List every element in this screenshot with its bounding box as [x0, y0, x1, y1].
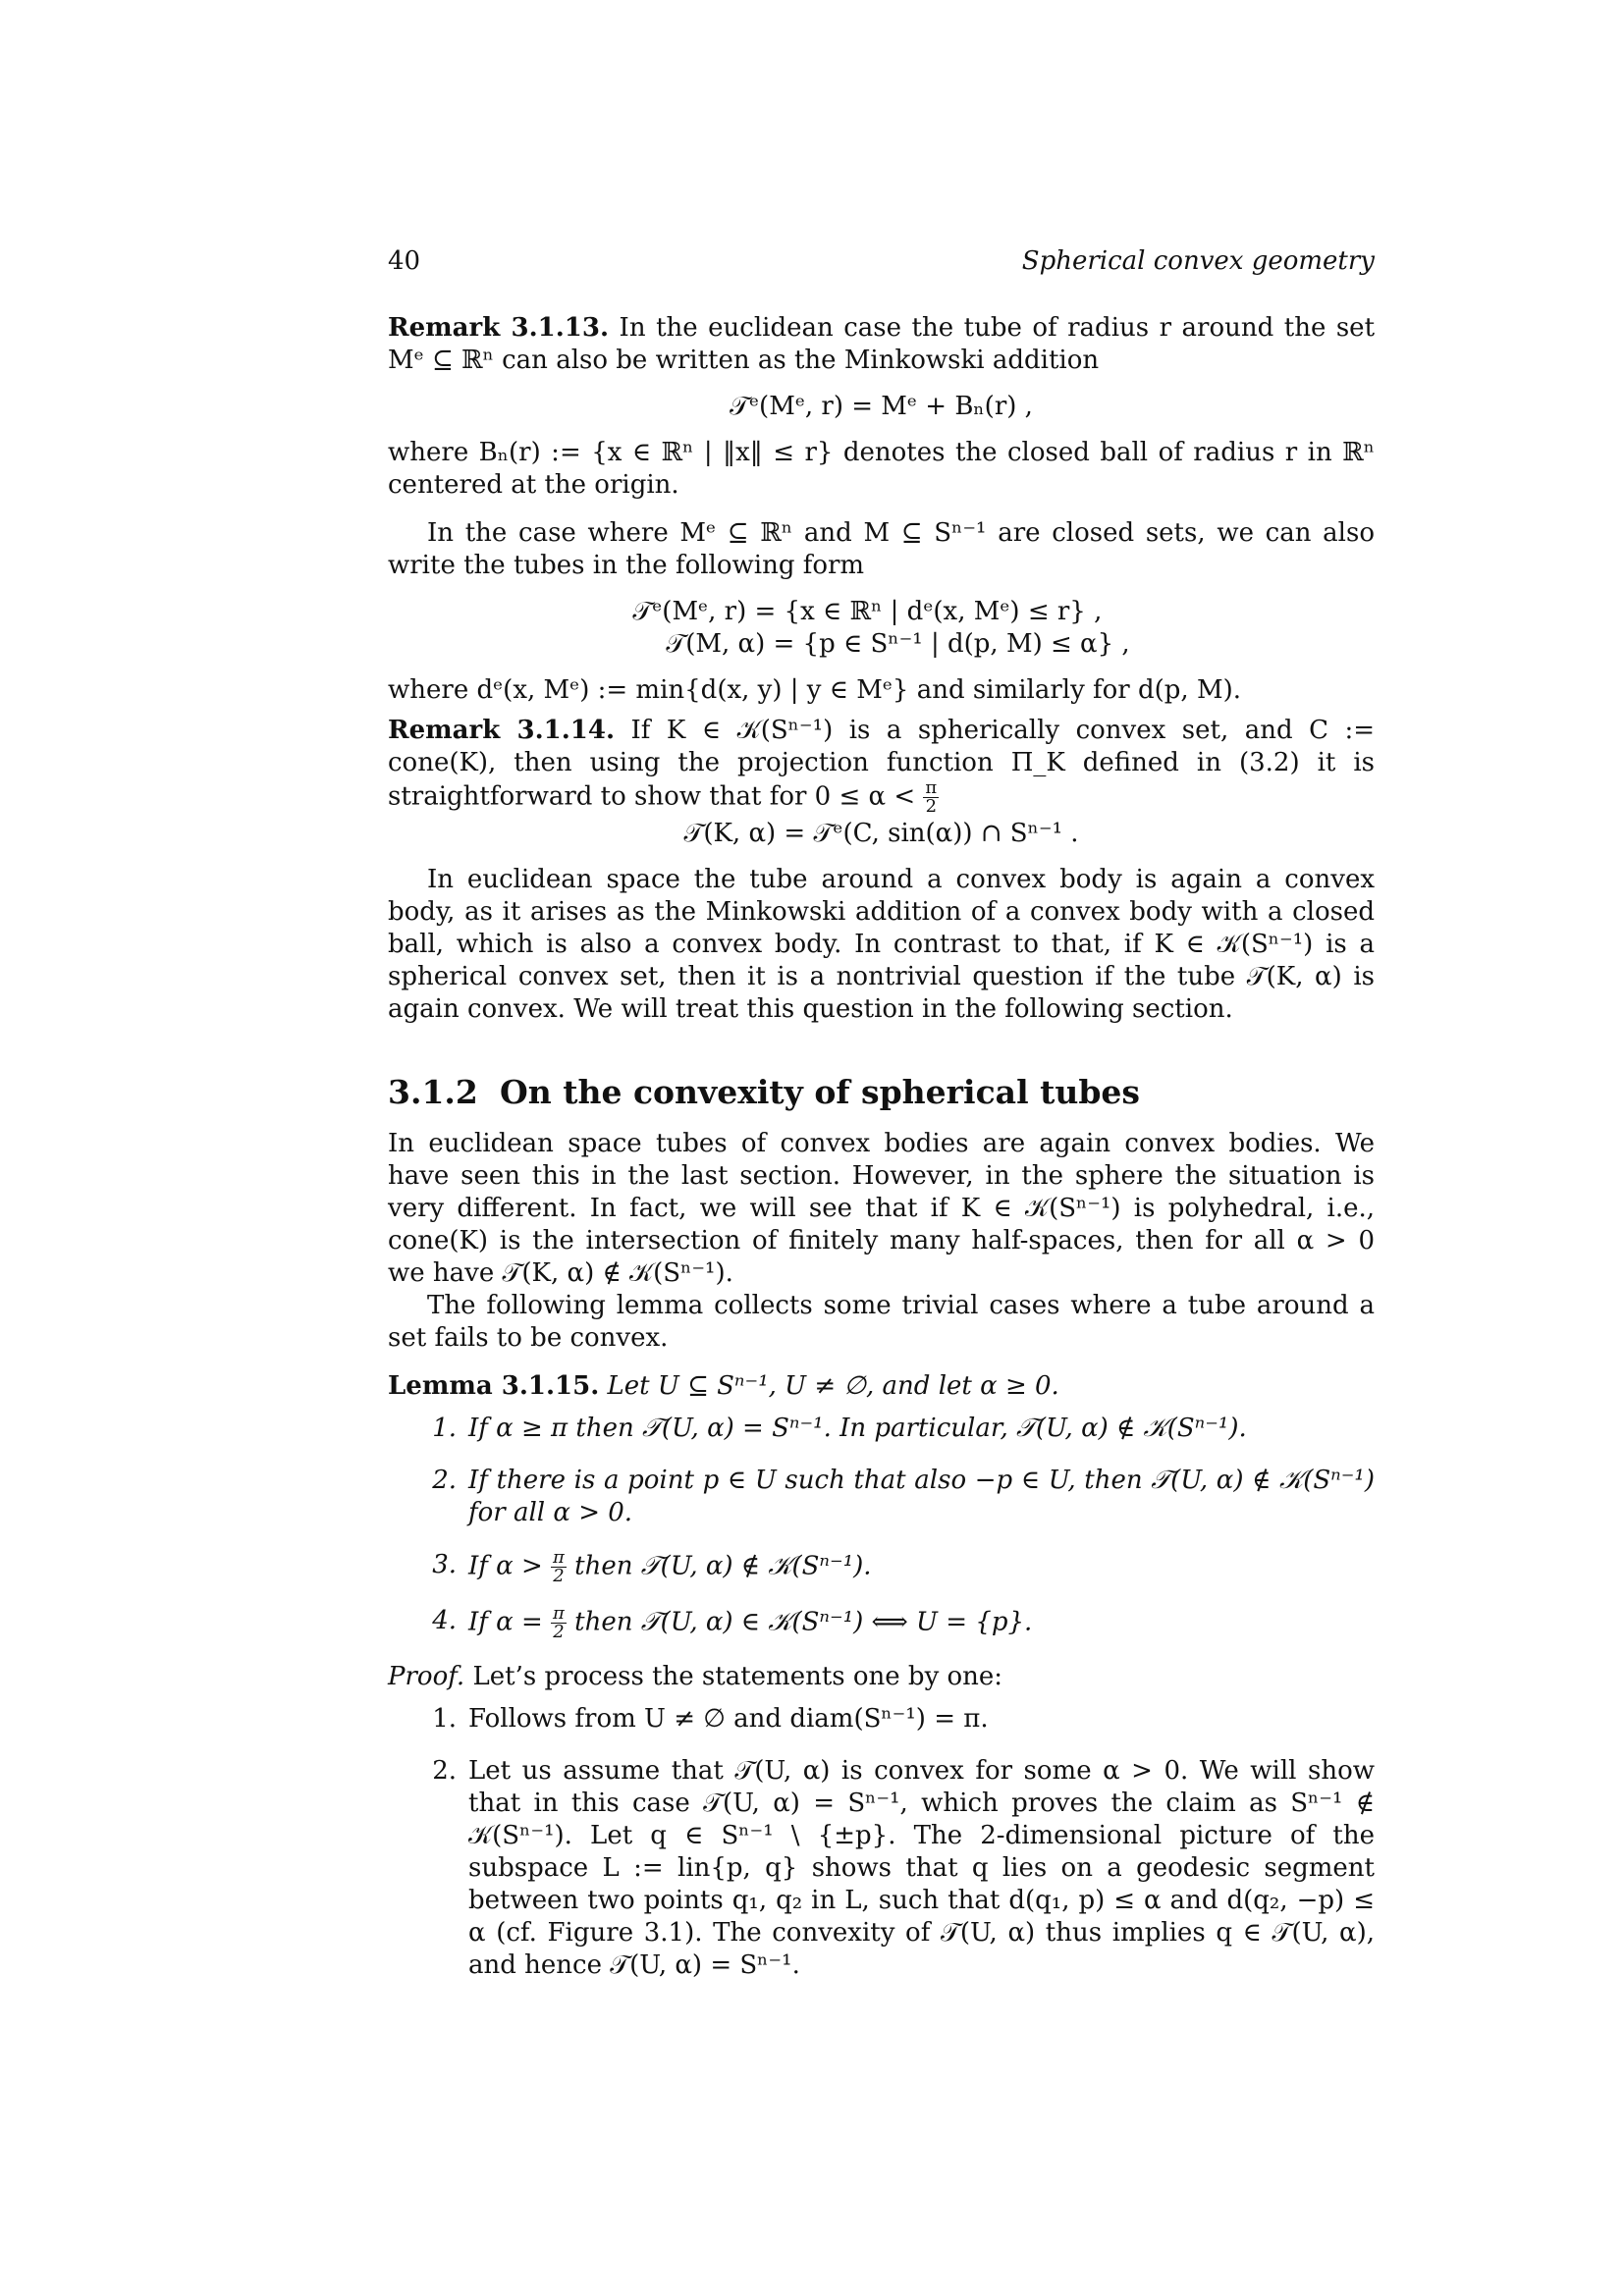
list-item: 1. Follows from U ≠ ∅ and diam(Sⁿ⁻¹) = π. [432, 1704, 989, 1734]
lemma-3-1-15 [388, 1370, 1375, 1641]
paragraph-closed-sets: In the case where Mᵉ ⊆ ℝⁿ and M ⊆ Sⁿ⁻¹ are closed sets, we can also write the tubes in the following form [388, 518, 1375, 580]
remark-3-1-14 [388, 715, 1375, 816]
equation-rhs: = {x ∈ ℝⁿ | dᵉ(x, Mᵉ) ≤ r} , [754, 597, 1103, 626]
remark-label: Remark 3.1.14. [388, 716, 616, 745]
section-heading [388, 1073, 1375, 1112]
fraction: $\frac{\pi}{2}$ [553, 1603, 565, 1642]
proof-label: Proof. [388, 1662, 465, 1691]
list-item: 4. If α = $\frac{\pi}{2}$ then 𝒯(U, α) ∈ 𝒦(Sⁿ⁻¹) ⟺ U = {p}. [432, 1603, 1033, 1642]
paragraph-euclidean: In euclidean space the tube around a convex body is again a convex body, as it arises as the Minkowski addition of a convex body with a closed ball, which is also a convex body. In contrast to that, if K ∈ 𝒦(Sⁿ⁻¹) is a spherical convex set, then it is a nontrivial question if the tube 𝒯(K, α) is again convex. We will treat this question in the following section. [388, 865, 1375, 1024]
paragraph-section-intro: In euclidean space tubes of convex bodies are again convex bodies. We have seen this in the last section. However, in the sphere the situation is very different. In fact, we will see that if K ∈ 𝒦(Sⁿ⁻¹) is polyhedral, i.e., cone(K) is the intersection of finitely many half-spaces, then for all α > 0 we have 𝒯(K, α) ∉ 𝒦(Sⁿ⁻¹). [388, 1129, 1375, 1288]
proof-list [388, 1703, 1375, 1982]
equation-lhs: 𝒯ᵉ(Mᵉ, r) [632, 597, 747, 626]
equation-rhs: = {p ∈ Sⁿ⁻¹ | d(p, M) ≤ α} , [773, 629, 1130, 659]
equation-lhs: 𝒯(M, α) [666, 629, 766, 659]
fraction: $\frac{\pi}{2}$ [925, 777, 938, 817]
section-title: On the convexity of spherical tubes [500, 1073, 1140, 1111]
remark-3-1-13 [388, 312, 1375, 377]
remark-label: Remark 3.1.13. [388, 313, 610, 343]
list-item: 2. If there is a point p ∈ U such that also −p ∈ U, then 𝒯(U, α) ∉ 𝒦(Sⁿ⁻¹) for all α > 0. [432, 1466, 1375, 1527]
page-number: 40 [388, 246, 421, 276]
section-number: 3.1.2 [388, 1073, 478, 1111]
remark-continuation: where Bₙ(r) := {x ∈ ℝⁿ | ‖x‖ ≤ r} denotes the closed ball of radius r in ℝⁿ centered at the origin. [388, 438, 1375, 500]
lemma-list [388, 1413, 1375, 1641]
list-item: 1. If α ≥ π then 𝒯(U, α) = Sⁿ⁻¹. In particular, 𝒯(U, α) ∉ 𝒦(Sⁿ⁻¹). [432, 1414, 1247, 1443]
running-title: Spherical convex geometry [1021, 246, 1375, 276]
proof-intro: Let’s process the statements one by one: [472, 1662, 1003, 1691]
running-header [388, 245, 1375, 281]
equation-minkowski: 𝒯ᵉ(Mᵉ, r) = Mᵉ + Bₙ(r) , [730, 392, 1033, 421]
remark-text: If K ∈ 𝒦(Sⁿ⁻¹) is a spherically convex set, and C := cone(K), then using the projection function Π_K defined in (3.2) it is straightforward to show that for 0 ≤ α < [388, 716, 1376, 812]
equation-tubes [388, 596, 1375, 661]
lemma-label: Lemma 3.1.15. [388, 1371, 600, 1401]
equation-tube-cone: 𝒯(K, α) = 𝒯ᵉ(C, sin(α)) ∩ Sⁿ⁻¹ . [683, 819, 1079, 848]
lemma-statement: Let U ⊆ Sⁿ⁻¹, U ≠ ∅, and let α ≥ 0. [607, 1371, 1059, 1401]
fraction: $\frac{\pi}{2}$ [553, 1547, 565, 1586]
page-content [388, 245, 1375, 2002]
paragraph-lemma-intro: The following lemma collects some trivial cases where a tube around a set fails to be convex. [388, 1291, 1375, 1353]
list-item: 2. Let us assume that 𝒯(U, α) is convex for some α > 0. We will show that in this case 𝒯(U, α) = Sⁿ⁻¹, which proves the claim as Sⁿ⁻¹ ∉ 𝒦(Sⁿ⁻¹). Let q ∈ Sⁿ⁻¹ \ {±p}. The 2-dimensional picture of the subspace L := lin{p, q} shows that q lies on a geodesic segment between two points q₁, q₂ in L, such that d(q₁, p) ≤ α and d(q₂, −p) ≤ α (cf. Figure 3.1). The convexity of 𝒯(U, α) thus implies q ∈ 𝒯(U, α), and hence 𝒯(U, α) = Sⁿ⁻¹. [432, 1756, 1375, 1980]
proof [388, 1661, 1375, 1982]
remark-text: In the euclidean case the tube of radius r around the set Mᵉ ⊆ ℝⁿ can also be written as the Minkowski addition [388, 313, 1376, 375]
list-item: 3. If α > $\frac{\pi}{2}$ then 𝒯(U, α) ∉ 𝒦(Sⁿ⁻¹). [432, 1547, 872, 1586]
paragraph-distance-def: where dᵉ(x, Mᵉ) := min{d(x, y) | y ∈ Mᵉ} and similarly for d(p, M). [388, 675, 1241, 705]
